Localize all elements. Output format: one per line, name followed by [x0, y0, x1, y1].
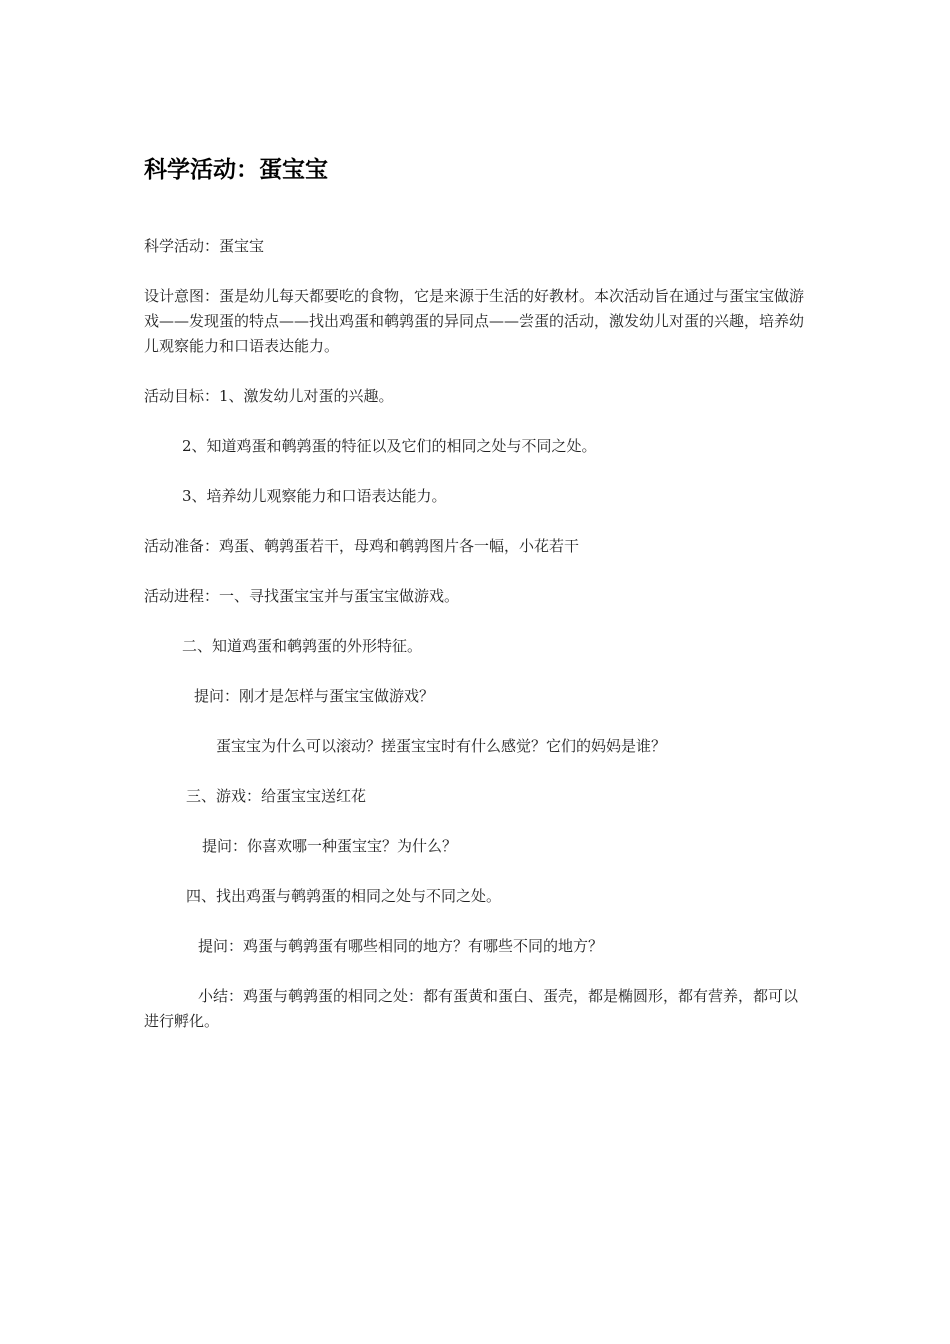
process-step-2: 二、知道鸡蛋和鹌鹑蛋的外形特征。 [182, 637, 423, 655]
process-step-2-question-detail: 蛋宝宝为什么可以滚动？搓蛋宝宝时有什么感觉？它们的妈妈是谁？ [216, 737, 667, 755]
goal-item-2: 2、知道鸡蛋和鹌鹑蛋的特征以及它们的相同之处与不同之处。 [182, 437, 597, 455]
process-step-1: 活动进程：一、寻找蛋宝宝并与蛋宝宝做游戏。 [144, 587, 460, 605]
process-step-4: 四、找出鸡蛋与鹌鹑蛋的相同之处与不同之处。 [186, 887, 502, 905]
summary-paragraph: 小结：鸡蛋与鹌鹑蛋的相同之处：都有蛋黄和蛋白、蛋壳，都是椭圆形，都有营养，都可以进行孵化。 [144, 987, 799, 1030]
process-step-2-question: 提问：刚才是怎样与蛋宝宝做游戏？ [194, 687, 435, 705]
design-intent-paragraph: 设计意图：蛋是幼儿每天都要吃的食物，它是来源于生活的好教材。本次活动旨在通过与蛋宝宝做游戏——发现蛋的特点——找出鸡蛋和鹌鹑蛋的异同点——尝蛋的活动，激发幼儿对蛋的兴趣，培养幼儿观察能力和口语表达能力。 [144, 287, 805, 355]
preparation-paragraph: 活动准备：鸡蛋、鹌鹑蛋若干，母鸡和鹌鹑图片各一幅，小花若干 [144, 537, 580, 555]
goal-item-3: 3、培养幼儿观察能力和口语表达能力。 [182, 487, 447, 505]
goal-item-1: 活动目标：1、激发幼儿对蛋的兴趣。 [144, 387, 394, 405]
document-title: 科学活动：蛋宝宝 [144, 157, 328, 183]
process-step-3: 三、游戏：给蛋宝宝送红花 [186, 787, 367, 805]
activity-subtitle: 科学活动：蛋宝宝 [144, 237, 265, 255]
process-step-3-question: 提问：你喜欢哪一种蛋宝宝？为什么？ [202, 837, 458, 855]
process-step-4-question: 提问：鸡蛋与鹌鹑蛋有哪些相同的地方？有哪些不同的地方？ [198, 937, 604, 955]
